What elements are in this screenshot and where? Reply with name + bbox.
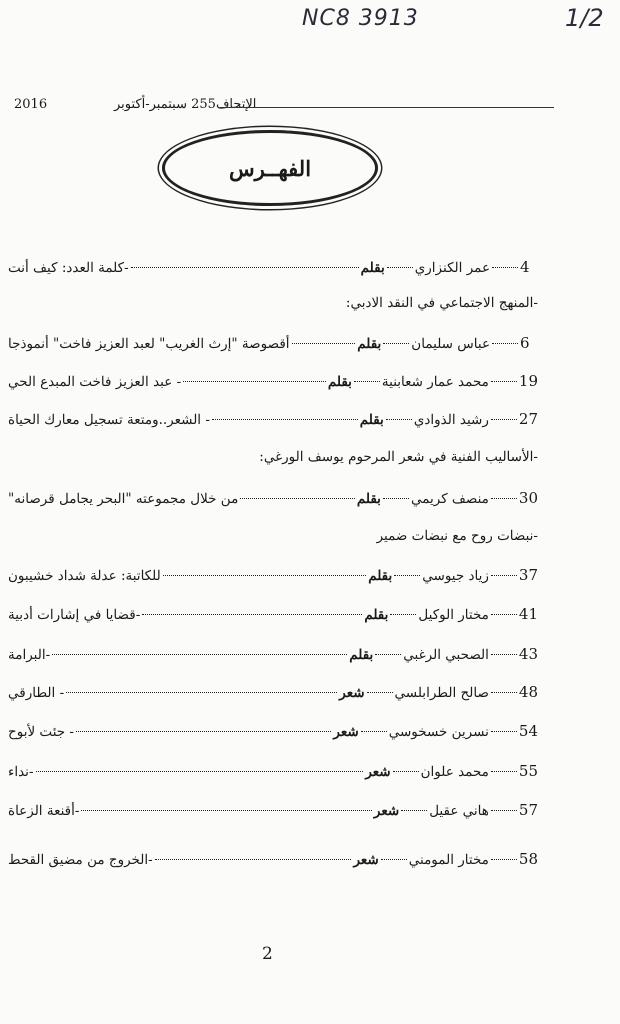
leader-dots [393, 771, 419, 772]
toc-entry-title: - الشعر..ومتعة تسجيل معارك الحياة [8, 412, 210, 428]
toc-section-heading: -الأساليب الفنية في شعر المرحوم يوسف الورغي: [259, 449, 538, 465]
leader-dots [381, 859, 407, 860]
toc-entry-keyword: شعر [333, 724, 359, 740]
leader-dots [491, 575, 517, 576]
leader-dots [240, 498, 355, 499]
toc-entry-keyword: شعر [365, 764, 391, 780]
toc-entry-title: -الخروج من مضيق القحط [8, 852, 153, 868]
toc-entry-page: 6 [520, 334, 530, 352]
toc-entry-page: 43 [518, 645, 538, 663]
leader-dots [491, 810, 517, 811]
leader-dots [387, 267, 413, 268]
toc-entry-author: هاني عقيل [429, 803, 489, 819]
leader-dots [163, 575, 366, 576]
leader-dots [390, 614, 416, 615]
toc-entry [8, 605, 538, 627]
toc-entry [8, 410, 538, 432]
handwritten-catalog-mark: NC8 3913 [302, 6, 419, 31]
toc-entry-page: 48 [518, 683, 538, 701]
toc-entry-title: -كلمة العدد: كيف أنت [8, 260, 129, 276]
toc-entry-keyword: بقلم [356, 491, 381, 507]
toc-entry-page: 30 [518, 489, 538, 507]
toc-entry-title: من خلال مجموعته "البحر يجامل قرصانه" [8, 491, 239, 507]
toc-entry [8, 489, 538, 511]
toc-entry-keyword: شعر [373, 803, 400, 819]
toc-entry-title: -أقنعة الزعاة [8, 803, 80, 819]
header-issue: الإتحاف255 سبتمبر-أكتوبر [114, 97, 257, 112]
toc-entry-keyword: بقلم [364, 607, 389, 623]
toc-entry-keyword: بقلم [327, 374, 352, 390]
toc-entry [8, 645, 538, 667]
toc-entry-author: نسرين خسخوسي [388, 724, 489, 740]
leader-dots [394, 575, 420, 576]
leader-dots [183, 381, 326, 382]
leader-dots [491, 859, 517, 860]
leader-dots [383, 343, 409, 344]
toc-entry [8, 372, 538, 394]
toc-entry-title: -البرامة [8, 647, 51, 663]
leader-dots [383, 498, 409, 499]
leader-dots [212, 419, 358, 420]
toc-entry-page: 41 [518, 605, 538, 623]
header-year: 2016 [14, 97, 48, 112]
toc-entry-author: زياد جيوسي [422, 568, 489, 584]
toc-entry [8, 258, 538, 280]
leader-dots [491, 771, 517, 772]
toc-entry-page: 55 [518, 762, 538, 780]
leader-dots [491, 731, 517, 732]
toc-entry-title: -نداء [8, 764, 34, 780]
toc-entry-keyword: بقلم [368, 568, 393, 584]
toc-entry [8, 334, 538, 356]
toc-entry [8, 801, 538, 823]
leader-dots [76, 731, 331, 732]
toc-entry [8, 683, 538, 705]
toc-entry-page: 57 [518, 801, 538, 819]
toc-entry-title: للكاتبة: عدلة شداد خشيبون [8, 568, 161, 584]
leader-dots [361, 731, 387, 732]
leader-dots [81, 810, 371, 811]
leader-dots [492, 343, 518, 344]
toc-entry-page: 37 [518, 566, 538, 584]
leader-dots [492, 267, 518, 268]
toc-entry-title: - جئت لأبوح [8, 724, 74, 740]
leader-dots [354, 381, 380, 382]
toc-entry-author: صالح الطرابلسي [394, 685, 489, 701]
leader-dots [375, 654, 401, 655]
toc-entry-author: منصف كريمي [410, 491, 489, 507]
toc-entry-author: عمر الكنزاري [414, 260, 490, 276]
leader-dots [292, 343, 356, 344]
leader-dots [367, 692, 393, 693]
toc-entry-page: 27 [518, 410, 538, 428]
leader-dots [131, 267, 359, 268]
toc-section-heading: -نبضات روح مع نبضات ضمير [376, 528, 538, 544]
leader-dots [401, 810, 427, 811]
toc-section-heading: -المنهج الاجتماعي في النقد الادبي: [345, 295, 538, 311]
toc-entry-keyword: شعر [353, 852, 379, 868]
toc-entry-author: محمد علوان [420, 764, 489, 780]
leader-dots [142, 614, 362, 615]
toc-entry-keyword: بقلم [359, 412, 384, 428]
toc-entry-author: عباس سليمان [411, 336, 490, 352]
toc-entry-title: - الطارقي [8, 685, 65, 701]
leader-dots [386, 419, 412, 420]
toc-entry-author: محمد عمار شعابنية [381, 374, 489, 390]
leader-dots [36, 771, 364, 772]
leader-dots [491, 654, 517, 655]
toc-entry-page: 54 [518, 722, 538, 740]
toc-entry-author: مختار المومني [408, 852, 489, 868]
toc-entry-author: مختار الوكيل [418, 607, 489, 623]
toc-entry-keyword: بقلم [360, 260, 385, 276]
toc-entry-keyword: بقلم [349, 647, 374, 663]
toc-entry-page: 4 [520, 258, 530, 276]
leader-dots [155, 859, 352, 860]
leader-dots [491, 419, 517, 420]
page-title: الفهــرس [228, 155, 312, 181]
leader-dots [491, 614, 517, 615]
toc-entry [8, 566, 538, 588]
toc-entry-author: رشيد الذوادي [413, 412, 489, 428]
toc-entry-title: -قضايا في إشارات أدبية [8, 607, 141, 623]
toc-entry-keyword: بقلم [357, 336, 382, 352]
leader-dots [66, 692, 337, 693]
toc-entry-author: الصحبي الرغبي [403, 647, 489, 663]
toc-entry-title: أقصوصة "إرث الغريب" لعبد العزيز فاخت" أنموذجا [8, 336, 290, 352]
leader-dots [491, 381, 517, 382]
handwritten-corner-mark: 1/2 [565, 4, 604, 32]
leader-dots [52, 654, 347, 655]
leader-dots [491, 692, 517, 693]
toc-entry-page: 19 [518, 372, 538, 390]
toc-entry [8, 722, 538, 744]
page-number: 2 [262, 944, 273, 964]
toc-entry [8, 850, 538, 872]
leader-dots [491, 498, 517, 499]
toc-entry-keyword: شعر [339, 685, 365, 701]
toc-entry-title: - عبد العزيز فاخت المبدع الحي [8, 374, 182, 390]
toc-entry [8, 762, 538, 784]
toc-entry-page: 58 [518, 850, 538, 868]
